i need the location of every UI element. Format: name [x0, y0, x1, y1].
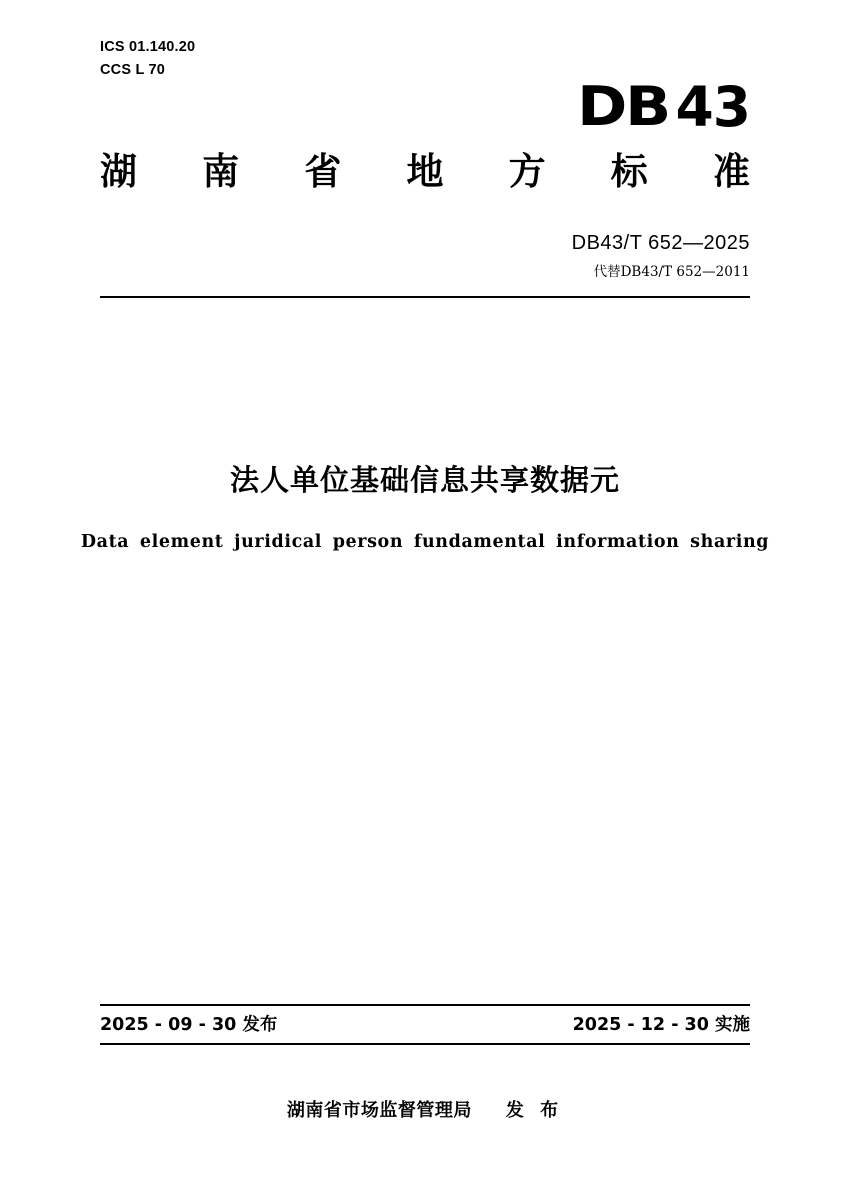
db43-logo-prefix: DB — [577, 75, 670, 138]
dates-divider-top — [100, 1004, 750, 1006]
publisher-organization: 湖南省市场监督管理局 — [286, 1100, 472, 1121]
standard-number-block — [572, 232, 750, 280]
db43-logo-number: 43 — [675, 75, 750, 139]
header-divider — [100, 296, 750, 298]
standard-number: DB43/T 652—2025 — [571, 232, 750, 254]
implementation-date: 2025 - 12 - 30 实施 — [572, 1015, 750, 1035]
document-title-chinese: 法人单位基础信息共享数据元 — [229, 463, 620, 497]
province-title-char-0: 湖 — [100, 150, 137, 193]
province-standard-title — [100, 150, 750, 194]
province-title-char-2: 省 — [304, 150, 342, 193]
document-title-english: Data element juridical person fundamental information sharing — [80, 532, 770, 552]
publisher-action: 发 布 — [505, 1100, 564, 1121]
ccs-code: CCS L 70 — [100, 62, 165, 79]
province-title-char-4: 方 — [508, 150, 546, 193]
province-title-char-3: 地 — [406, 150, 444, 193]
standard-replaces: 代替DB43/T 652—2011 — [593, 264, 750, 280]
dates-row — [100, 1011, 750, 1036]
issue-date: 2025 - 09 - 30 发布 — [100, 1015, 278, 1035]
province-title-char-6: 准 — [712, 150, 750, 193]
classification-codes — [100, 36, 195, 83]
dates-divider-bottom — [100, 1043, 750, 1045]
db43-logo — [577, 75, 750, 139]
province-title-char-1: 南 — [202, 150, 240, 193]
province-title-char-5: 标 — [610, 150, 648, 193]
publisher-block — [0, 1096, 850, 1122]
ics-code: ICS 01.140.20 — [100, 39, 196, 55]
